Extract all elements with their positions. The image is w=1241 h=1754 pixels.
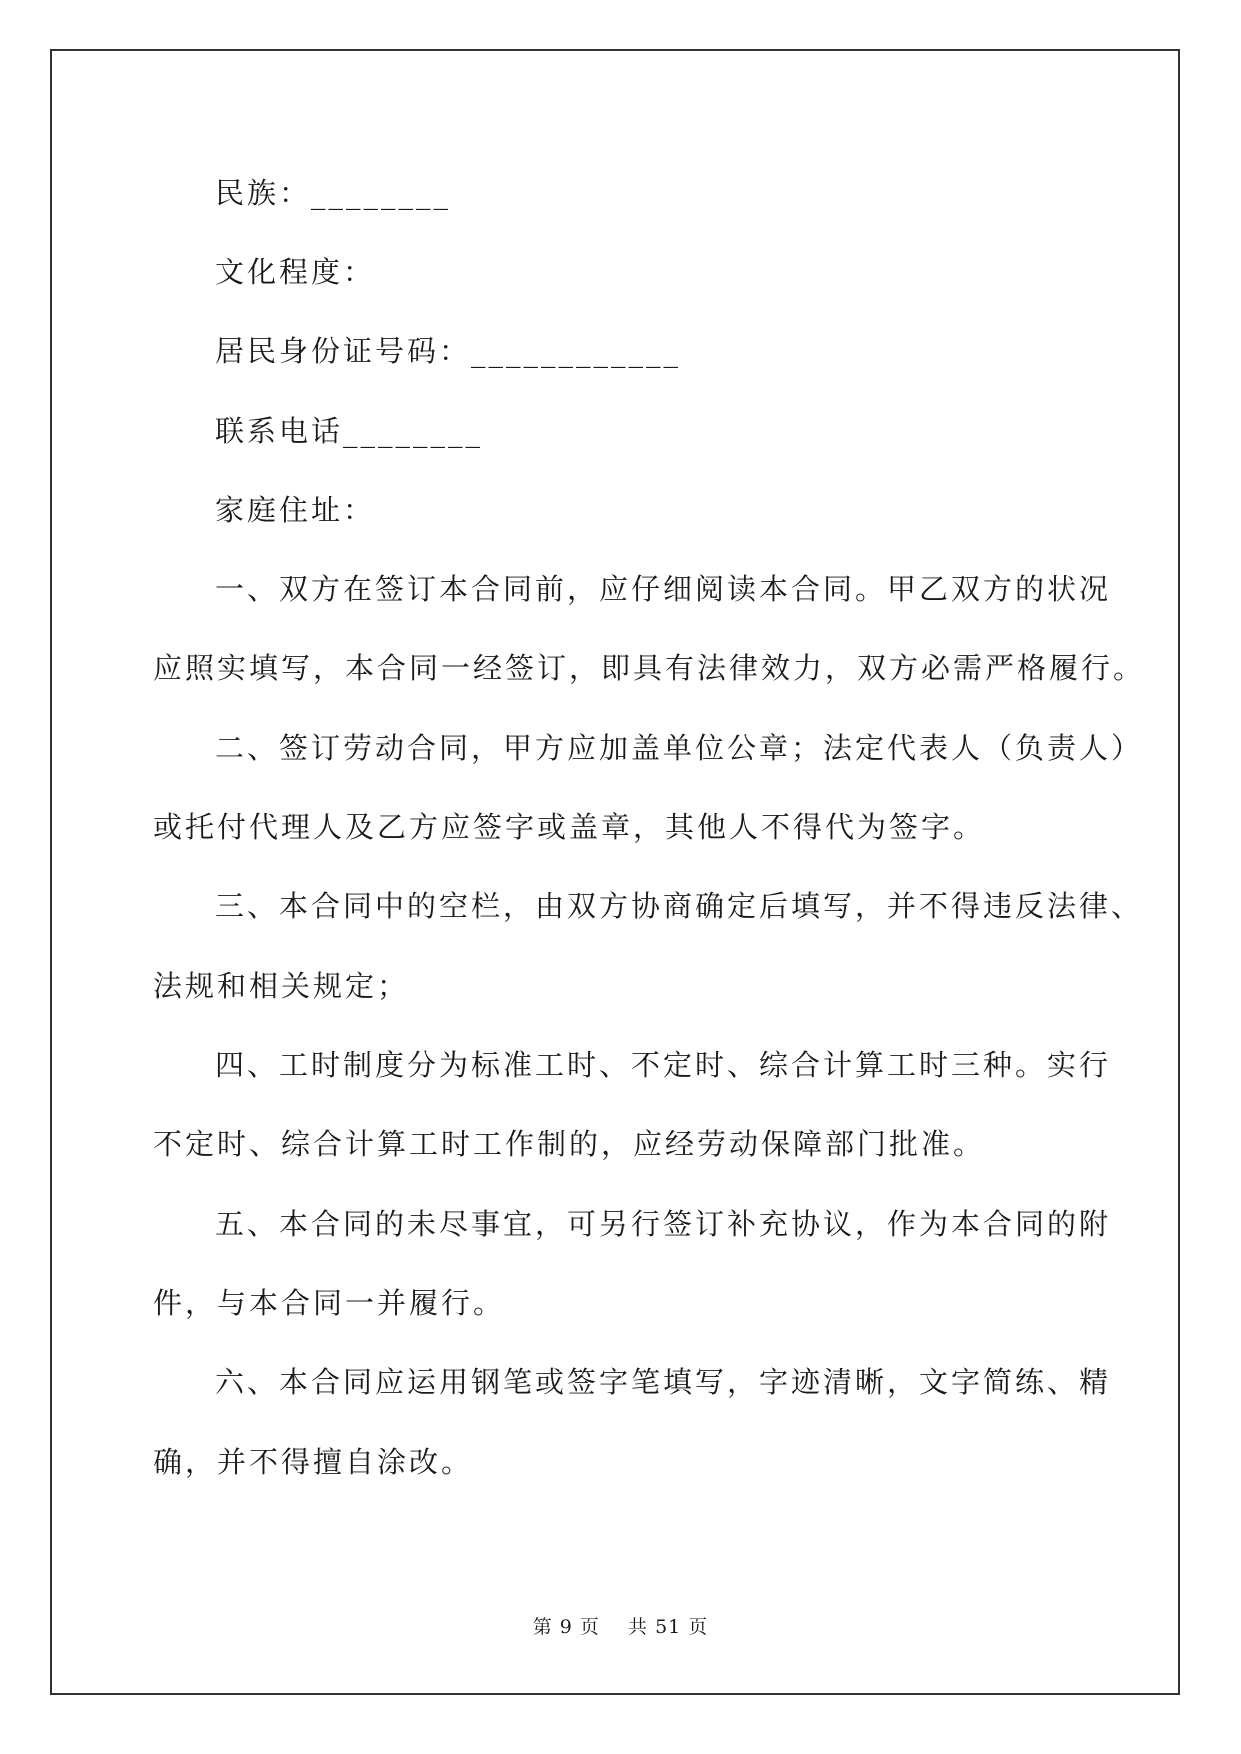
page-footer	[0, 1615, 1241, 1639]
paragraph-line: 三、本合同中的空栏，由双方协商确定后填写，并不得违反法律、	[215, 889, 1144, 923]
paragraph-line: 六、本合同应运用钢笔或签字笔填写，字迹清晰，文字简练、精	[215, 1365, 1112, 1399]
paragraph-line: 确，并不得擅自涂改。	[153, 1445, 474, 1479]
paragraph-line: 五、本合同的未尽事宜，可另行签订补充协议，作为本合同的附	[215, 1207, 1112, 1241]
paragraph-line: 四、工时制度分为标准工时、不定时、综合计算工时三种。实行	[215, 1048, 1112, 1082]
field-id-number: 居民身份证号码：____________	[215, 334, 682, 368]
paragraph-line: 或托付代理人及乙方应签字或盖章，其他人不得代为签字。	[153, 810, 986, 844]
field-ethnicity: 民族：________	[215, 176, 452, 210]
paragraph-line: 应照实填写，本合同一经签订，即具有法律效力，双方必需严格履行。	[153, 651, 1146, 685]
paragraph-line: 法规和相关规定；	[153, 969, 410, 1003]
field-education: 文化程度：	[215, 255, 376, 289]
field-address: 家庭住址：	[215, 493, 376, 527]
paragraph-line: 件，与本合同一并履行。	[153, 1286, 506, 1320]
paragraph-line: 二、签订劳动合同，甲方应加盖单位公章；法定代表人（负责人）	[215, 731, 1144, 765]
page-number: 第 9 页 共 51 页	[532, 1616, 709, 1638]
paragraph-line: 不定时、综合计算工时工作制的，应经劳动保障部门批准。	[153, 1127, 986, 1161]
field-phone: 联系电话________	[215, 414, 484, 448]
paragraph-line: 一、双方在签订本合同前，应仔细阅读本合同。甲乙双方的状况	[215, 572, 1112, 606]
